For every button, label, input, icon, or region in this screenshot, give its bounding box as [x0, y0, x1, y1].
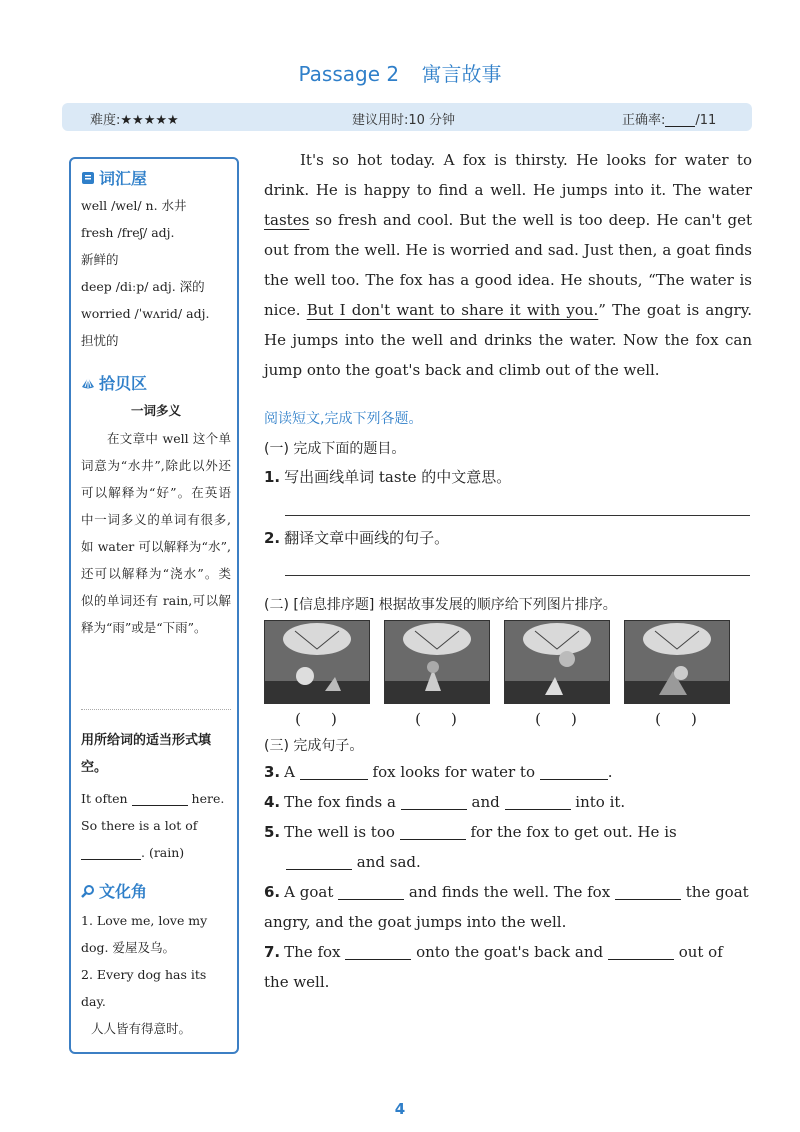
- vocab-item: worried /ˈwʌrid/ adj.: [81, 306, 210, 321]
- q-text: fox looks for water to: [372, 763, 535, 781]
- story-picture-4: [624, 620, 730, 704]
- exercise-text: here.: [191, 791, 225, 806]
- difficulty-label: 难度:: [90, 113, 121, 128]
- blank[interactable]: [401, 795, 467, 810]
- exercise-text: So there is a lot of: [81, 818, 198, 833]
- page-title: [0, 58, 800, 87]
- blank[interactable]: [505, 795, 571, 810]
- story-picture-3: [504, 620, 610, 704]
- q-number: 2.: [264, 529, 281, 547]
- exercise-title: 用所给词的适当形式填空。: [81, 733, 212, 775]
- shell-title: 拾贝区: [99, 374, 148, 393]
- q-text: and: [471, 793, 500, 811]
- q-text: The well is too: [284, 823, 395, 841]
- q-text: The fox: [284, 943, 341, 961]
- q-text: the goat angry, and the goat jumps into the well.: [264, 883, 749, 931]
- shell-heading: [81, 371, 147, 394]
- q-text: for the fox to get out. He is: [470, 823, 677, 841]
- answer-line-2[interactable]: [285, 575, 750, 576]
- vocab-item: 新鲜的: [81, 252, 119, 267]
- passage-part: It's so hot today. A fox is thirsty. He looks for water to drink. He is happy to find a well. He jumps into it. The water: [264, 151, 752, 199]
- q-number: 7.: [264, 943, 281, 961]
- question-6: [264, 877, 752, 937]
- blank[interactable]: [615, 885, 681, 900]
- magnifier-icon: [81, 884, 95, 898]
- exercise-text: It often: [81, 791, 128, 806]
- blank[interactable]: [286, 855, 352, 870]
- order-blank-4[interactable]: ( ): [655, 710, 697, 728]
- blank[interactable]: [608, 945, 674, 960]
- vocab-title: 词汇屋: [99, 169, 148, 188]
- question-2: [264, 523, 752, 553]
- blank[interactable]: [540, 765, 608, 780]
- book-icon: [81, 171, 95, 185]
- accuracy-blank[interactable]: [665, 112, 695, 127]
- q-number: 5.: [264, 823, 281, 841]
- instruction: 阅读短文,完成下列各题。: [264, 411, 423, 427]
- difficulty-stars: ★★★★★: [120, 113, 179, 128]
- section-1: (一) 完成下面的题目。: [264, 441, 406, 457]
- passage-topic: 寓言故事: [421, 62, 502, 86]
- difficulty: [90, 109, 179, 128]
- exercise: [81, 785, 231, 866]
- exercise-blank[interactable]: [81, 845, 141, 860]
- q-text: The fox finds a: [284, 793, 396, 811]
- exercise-text: . (rain): [141, 845, 185, 860]
- underlined-sentence: But I don't want to share it with you.: [306, 301, 599, 319]
- order-blank-2[interactable]: ( ): [415, 710, 457, 728]
- question-7: [264, 937, 752, 997]
- story-picture-2: [384, 620, 490, 704]
- story-picture-1: [264, 620, 370, 704]
- info-bar: [62, 103, 752, 131]
- q-text: into it.: [575, 793, 626, 811]
- page-number: 4: [394, 1100, 406, 1118]
- passage-text: [264, 145, 752, 385]
- question-5: [264, 817, 752, 877]
- q-number: 6.: [264, 883, 281, 901]
- blank[interactable]: [345, 945, 411, 960]
- accuracy-total: /11: [695, 113, 717, 128]
- passage-part: ” The goat is angry. He jumps into the well and drinks the water. Now the fox can jump onto the goat's back and climb out of the well.: [264, 301, 752, 379]
- sidebar: [69, 157, 239, 1054]
- accuracy-label: 正确率:: [622, 113, 666, 128]
- culture-heading: [81, 879, 147, 902]
- shell-text: 在文章中 well 这个单词意为“水井”,除此以外还可以解释为“好”。在英语中一词多义的单词有很多,如 water 可以解释为“水”,还可以解释为“浇水”。类似的单词还有 rain,可以解释为“雨”或是“下雨”。: [81, 431, 231, 635]
- q-text: onto the goat's back and: [416, 943, 604, 961]
- q-text: and sad.: [356, 853, 421, 871]
- blank[interactable]: [338, 885, 404, 900]
- vocab-item: fresh /freʃ/ adj.: [81, 225, 175, 240]
- q-text: 写出画线单词 taste 的中文意思。: [284, 468, 512, 486]
- exercise-blank[interactable]: [132, 791, 188, 806]
- question-3: [264, 757, 752, 787]
- culture-title: 文化角: [99, 882, 148, 901]
- vocab-item: deep /diːp/ adj. 深的: [81, 279, 205, 294]
- culture-item: 2. Every dog has its day.: [81, 967, 207, 1009]
- vocab-item: well /wel/ n. 水井: [81, 198, 187, 213]
- q-text: out of the well.: [264, 943, 723, 991]
- culture-item: 人人皆有得意时。: [91, 1021, 192, 1036]
- q-text: .: [607, 763, 613, 781]
- q-number: 3.: [264, 763, 281, 781]
- blank[interactable]: [300, 765, 368, 780]
- vocab-item: 担忧的: [81, 333, 119, 348]
- divider: [81, 709, 231, 710]
- passage-number: Passage 2: [298, 62, 400, 86]
- vocab-list: [81, 192, 231, 354]
- section-3: (三) 完成句子。: [264, 738, 364, 754]
- accuracy: [622, 109, 716, 128]
- question-1: [264, 462, 752, 492]
- suggested-time: 建议用时:10 分钟: [352, 113, 456, 128]
- section-2: (二) [信息排序题] 根据故事发展的顺序给下列图片排序。: [264, 597, 617, 613]
- q-text: and finds the well. The fox: [408, 883, 611, 901]
- picture-row: [264, 620, 752, 730]
- order-blank-1[interactable]: ( ): [295, 710, 337, 728]
- q-text: A goat: [284, 883, 334, 901]
- culture-list: [81, 907, 231, 1042]
- vocab-heading: [81, 166, 147, 189]
- underlined-word: tastes: [264, 211, 310, 229]
- q-number: 4.: [264, 793, 281, 811]
- shell-icon: [81, 376, 95, 390]
- culture-item: 1. Love me, love my dog. 爱屋及乌。: [81, 913, 208, 955]
- q-text: 翻译文章中画线的句子。: [284, 529, 450, 547]
- shell-subtitle: 一词多义: [130, 403, 181, 418]
- passage-part: so fresh and cool. But the well is too deep. He can't get out from the well. He is worried and sad. Just then, a goat finds the well too. The fox has a good idea. He shouts, “The water is nice.: [264, 211, 752, 319]
- order-blank-3[interactable]: ( ): [535, 710, 577, 728]
- q-number: 1.: [264, 468, 281, 486]
- question-4: [264, 787, 752, 817]
- blank[interactable]: [400, 825, 466, 840]
- answer-line-1[interactable]: [285, 515, 750, 516]
- q-text: A: [284, 763, 295, 781]
